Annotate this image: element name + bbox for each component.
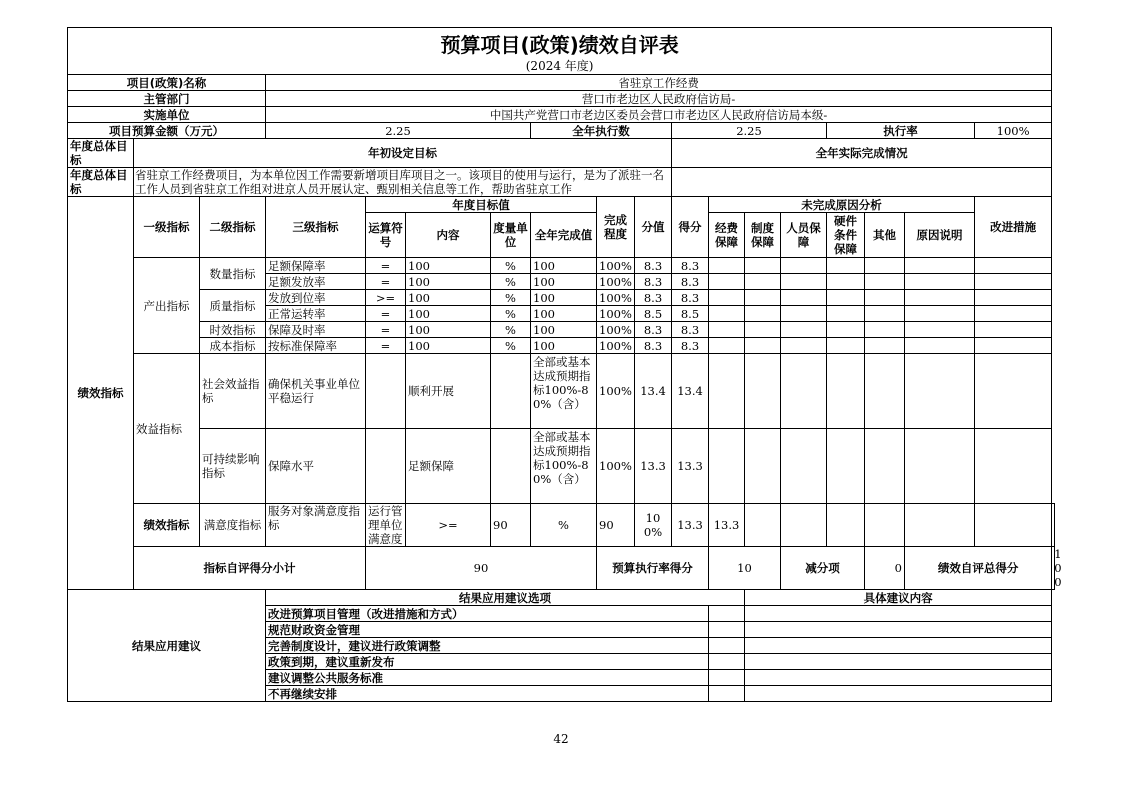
- indicator-value: 8.3: [635, 338, 672, 354]
- output-indicator-label: 产出指标: [134, 258, 200, 354]
- exec-label: 全年执行数: [531, 123, 672, 139]
- indicator-actual: 100: [531, 274, 597, 290]
- indicator-actual: [531, 429, 597, 504]
- unit-label: 实施单位: [68, 107, 266, 123]
- timeliness-indicator-label: 时效指标: [200, 322, 266, 338]
- indicator-unit: %: [491, 290, 531, 306]
- indicator-score: 8.3: [672, 290, 709, 306]
- social-indicator-label: 社会效益指标: [200, 354, 266, 429]
- indicator-score: 13.3: [709, 504, 745, 547]
- indicator-score: 8.3: [672, 274, 709, 290]
- goal-actual-text: [672, 168, 1052, 197]
- indicator-value: 8.5: [635, 306, 672, 322]
- indicator-name: 运行管理单位满意度: [366, 504, 406, 547]
- indicator-score: 13.3: [672, 429, 709, 504]
- quality-indicator-label: 质量指标: [200, 290, 266, 322]
- indicator-score: 8.5: [672, 306, 709, 322]
- indicator-content: 足额保障: [406, 429, 491, 504]
- result-option-check[interactable]: [709, 654, 745, 670]
- indicator-completion: 100%: [597, 258, 635, 274]
- indicator-unit: %: [491, 274, 531, 290]
- goal-set-label: 年初设定目标: [134, 139, 672, 168]
- indicator-op: >=: [406, 504, 491, 547]
- goal-text-content: 省驻京工作经费项目，为本单位因工作需要新增项目库项目之一。该项目的使用与运行，是为了派驻一名工作人员到省驻京工作组对进京人员开展认定、甄别相关信息等工作，帮助省驻京工作: [135, 168, 664, 196]
- indicator-content: 100: [406, 290, 491, 306]
- result-option-check[interactable]: [709, 686, 745, 702]
- indicator-actual-text: 全部或基本达成预期指标100%-80%（含）: [533, 430, 591, 486]
- indicator-content: 顺利开展: [406, 354, 491, 429]
- indicator-completion: 100%: [597, 290, 635, 306]
- reason-col-staff: 人员保障: [781, 213, 827, 258]
- deduct-value: 0: [865, 547, 905, 590]
- indicator-name: 保障水平: [266, 429, 366, 504]
- indicator-value: 13.4: [635, 354, 672, 429]
- indicator-actual: 100: [531, 306, 597, 322]
- indicator-content: 100: [406, 338, 491, 354]
- indicator-name: 足额发放率: [266, 274, 366, 290]
- dept-value: 营口市老边区人民政府信访局-: [266, 91, 1052, 107]
- indicator-completion: 100%: [597, 322, 635, 338]
- indicator-actual: 100: [531, 258, 597, 274]
- project-name: 省驻京工作经费: [266, 75, 1052, 91]
- exec-score-value: 10: [709, 547, 781, 590]
- op-header: 运算符号: [366, 213, 406, 258]
- result-option: 建议调整公共服务标准: [266, 670, 709, 686]
- exec-score-label: 预算执行率得分: [597, 547, 709, 590]
- indicator-completion: 100%: [597, 354, 635, 429]
- indicator-score: 8.3: [672, 338, 709, 354]
- indicator-unit: %: [491, 306, 531, 322]
- indicator-unit: %: [491, 338, 531, 354]
- indicator-score: 8.3: [672, 258, 709, 274]
- benefit-indicator-label: 效益指标: [134, 354, 200, 504]
- result-option-detail[interactable]: [745, 670, 1052, 686]
- performance-evaluation-sheet: [67, 27, 1062, 702]
- completion-header: 完成程度: [597, 197, 635, 258]
- indicator-name: 足额保障率: [266, 258, 366, 274]
- indicator-unit: %: [491, 322, 531, 338]
- indicator-actual-text: 全部或基本达成预期指标100%-80%（含）: [533, 355, 591, 411]
- goal-label: 年度总体目标: [68, 139, 134, 168]
- indicator-actual: [531, 354, 597, 429]
- indicator-value: 13.3: [672, 504, 709, 547]
- result-options-label: 结果应用建议选项: [266, 590, 745, 606]
- reason-header: 未完成原因分析: [709, 197, 975, 213]
- indicator-actual: 100: [531, 322, 597, 338]
- result-detail-label: 具体建议内容: [745, 590, 1052, 606]
- rate-value: 100%: [975, 123, 1052, 139]
- result-option-detail[interactable]: [745, 638, 1052, 654]
- project-name-label: 项目(政策)名称: [68, 75, 266, 91]
- indicator-score: 8.3: [672, 322, 709, 338]
- year-label: (2024 年度): [525, 58, 594, 73]
- result-option: 政策到期，建议重新发布: [266, 654, 709, 670]
- unit-header: 度量单位: [491, 213, 531, 258]
- result-option-detail[interactable]: [745, 654, 1052, 670]
- satisfaction-level2-text: 服务对象满意度指标: [268, 504, 360, 532]
- indicator-actual: 100: [531, 338, 597, 354]
- quantity-indicator-label: 数量指标: [200, 258, 266, 290]
- indicator-completion: 100%: [597, 274, 635, 290]
- indicator-name: 保障及时率: [266, 322, 366, 338]
- perf-indicator-label: 绩效指标: [68, 197, 134, 590]
- indicator-score: 13.4: [672, 354, 709, 429]
- indicator-completion: 100%: [635, 504, 672, 547]
- subtotal-value: 90: [366, 547, 597, 590]
- indicator-actual: 90: [597, 504, 635, 547]
- result-option: 完善制度设计，建议进行政策调整: [266, 638, 709, 654]
- indicator-content: 90: [491, 504, 531, 547]
- result-option: 规范财政资金管理: [266, 622, 709, 638]
- result-option-detail[interactable]: [745, 606, 1052, 622]
- exec-value: 2.25: [672, 123, 827, 139]
- budget-value: 2.25: [266, 123, 531, 139]
- goal-actual-label: 全年实际完成情况: [672, 139, 1052, 168]
- indicator-value: 8.3: [635, 322, 672, 338]
- perf-indicator-label-2: 绩效指标: [134, 504, 200, 547]
- score-header: 得分: [672, 197, 709, 258]
- indicator-op: =: [366, 338, 406, 354]
- indicator-op: =: [366, 322, 406, 338]
- budget-label: 项目预算金额（万元）: [68, 123, 266, 139]
- level3-header: 三级指标: [266, 197, 366, 258]
- satisfaction-level2: [266, 504, 366, 547]
- result-label: 结果应用建议: [68, 590, 266, 702]
- result-option-detail[interactable]: [745, 686, 1052, 702]
- indicator-completion: 100%: [597, 306, 635, 322]
- goal-text: [134, 168, 672, 197]
- satisfaction-indicator-label: 满意度指标: [200, 504, 266, 547]
- actual-header: 全年完成值: [531, 213, 597, 258]
- indicator-unit: %: [491, 258, 531, 274]
- indicator-content: 100: [406, 258, 491, 274]
- indicator-content: 100: [406, 274, 491, 290]
- result-option-check[interactable]: [709, 638, 745, 654]
- sustain-indicator-label: 可持续影响指标: [200, 429, 266, 504]
- result-option-check[interactable]: [709, 606, 745, 622]
- indicator-unit: %: [531, 504, 597, 547]
- result-option-check[interactable]: [709, 670, 745, 686]
- reason-col-hardware: 硬件条件保障: [827, 213, 865, 258]
- indicator-name: 正常运转率: [266, 306, 366, 322]
- unit-value: 中国共产党营口市老边区委员会营口市老边区人民政府信访局本级-: [266, 107, 1052, 123]
- reason-col-other: 其他: [865, 213, 905, 258]
- evaluation-table: [67, 27, 1062, 702]
- indicator-content: 100: [406, 306, 491, 322]
- deduct-label: 减分项: [781, 547, 865, 590]
- reason-col-system: 制度保障: [745, 213, 781, 258]
- page-number: 42: [553, 732, 569, 746]
- result-option: 改进预算项目管理（改进措施和方式）: [266, 606, 709, 622]
- indicator-op: =: [366, 306, 406, 322]
- cost-indicator-label: 成本指标: [200, 338, 266, 354]
- annual-target-header: 年度目标值: [366, 197, 597, 213]
- indicator-op: =: [366, 258, 406, 274]
- result-option: 不再继续安排: [266, 686, 709, 702]
- indicator-name: 发放到位率: [266, 290, 366, 306]
- indicator-value: 8.3: [635, 290, 672, 306]
- indicator-content: 100: [406, 322, 491, 338]
- score-value-header: 分值: [635, 197, 672, 258]
- rate-label: 执行率: [827, 123, 975, 139]
- total-label: 绩效自评总得分: [905, 547, 1052, 590]
- indicator-completion: 100%: [597, 429, 635, 504]
- dept-label: 主管部门: [68, 91, 266, 107]
- content-header: 内容: [406, 213, 491, 258]
- indicator-value: 8.3: [635, 274, 672, 290]
- reason-col-fund: 经费保障: [709, 213, 745, 258]
- improve-header: 改进措施: [975, 197, 1052, 258]
- total-value: 100: [1052, 547, 1055, 590]
- result-option-detail[interactable]: [745, 622, 1052, 638]
- indicator-op: >=: [366, 290, 406, 306]
- title-cell: [68, 28, 1052, 75]
- level1-header: 一级指标: [134, 197, 200, 258]
- indicator-op: =: [366, 274, 406, 290]
- indicator-name: 按标准保障率: [266, 338, 366, 354]
- indicator-value: 8.3: [635, 258, 672, 274]
- indicator-name: 确保机关事业单位平稳运行: [266, 354, 366, 429]
- goal-label-2: 年度总体目标: [68, 168, 134, 197]
- reason-col-note: 原因说明: [905, 213, 975, 258]
- indicator-actual: 100: [531, 290, 597, 306]
- result-option-check[interactable]: [709, 622, 745, 638]
- indicator-completion: 100%: [597, 338, 635, 354]
- subtotal-label: 指标自评得分小计: [134, 547, 366, 590]
- page-title: 预算项目(政策)绩效自评表: [440, 32, 679, 57]
- indicator-value: 13.3: [635, 429, 672, 504]
- level2-header: 二级指标: [200, 197, 266, 258]
